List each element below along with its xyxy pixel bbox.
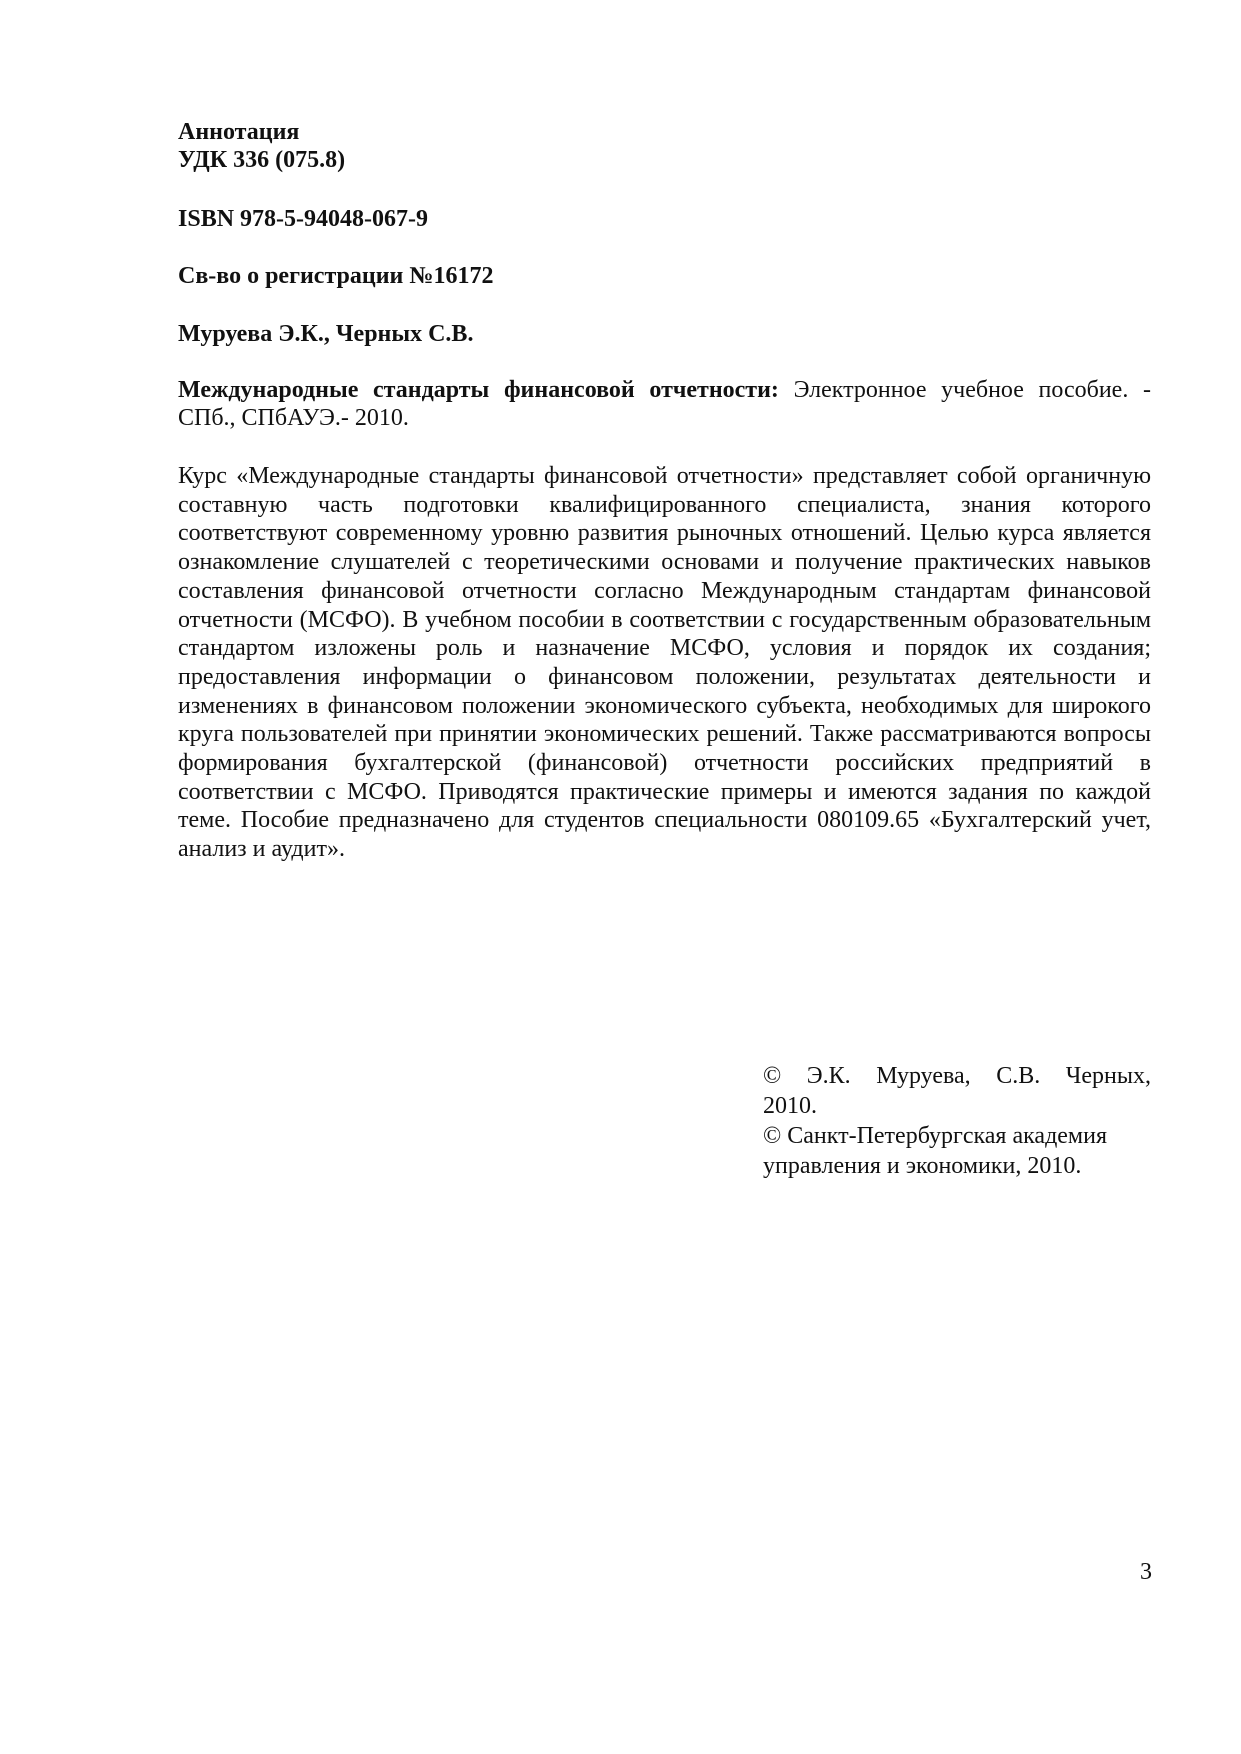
annotation-heading: Аннотация bbox=[178, 119, 300, 145]
copyright-block bbox=[763, 1061, 1151, 1181]
annotation-body: Курс «Международные стандарты финансовой отчетности» представляет собой органичную составную часть подготовки квалифицированного специалиста, знания которого соответствуют современному уровню развития рыночных отношений. Целью курса является ознакомление слушателей с теоретическими основами и получение практических навыков составления финансовой отчетности согласно Международным стандартам финансовой отчетности (МСФО). В учебном пособии в соответствии с государственным образовательным стандартом изложены роль и назначение МСФО, условия и порядок их создания; предоставления информации о финансовом положении, результатах деятельности и изменениях в финансовом положении экономического субъекта, необходимых для широкого круга пользователей при принятии экономических решений. Также рассматриваются вопросы формирования бухгалтерской (финансовой) отчетности российских предприятий в соответствии с МСФО. Приводятся практические примеры и имеются задания по каждой теме. Пособие предназначено для студентов специальности 080109.65 «Бухгалтерский учет, анализ и аудит». bbox=[178, 463, 1151, 863]
book-publication-info: Электронное учебное пособие. - СПб., СПбАУЭ.- 2010. bbox=[178, 377, 1151, 431]
annotation-header bbox=[178, 118, 1151, 174]
copyright-academy-line-1: © Санкт-Петербургская академия bbox=[763, 1123, 1108, 1149]
copyright-authors: © Э.К. Муруева, С.В. Черных, bbox=[763, 1063, 1151, 1089]
copyright-authors-year: 2010. bbox=[763, 1093, 817, 1119]
bibliographic-description bbox=[178, 376, 1151, 432]
page-number: 3 bbox=[1140, 1559, 1152, 1585]
authors-line: Муруева Э.К., Черных С.В. bbox=[178, 321, 474, 347]
registration-line: Св-во о регистрации №16172 bbox=[178, 263, 494, 289]
isbn-line: ISBN 978-5-94048-067-9 bbox=[178, 206, 428, 232]
udk-code: УДК 336 (075.8) bbox=[178, 147, 346, 173]
copyright-academy-line-2: управления и экономики, 2010. bbox=[763, 1153, 1082, 1179]
book-title: Международные стандарты финансовой отчетности: bbox=[178, 377, 779, 403]
